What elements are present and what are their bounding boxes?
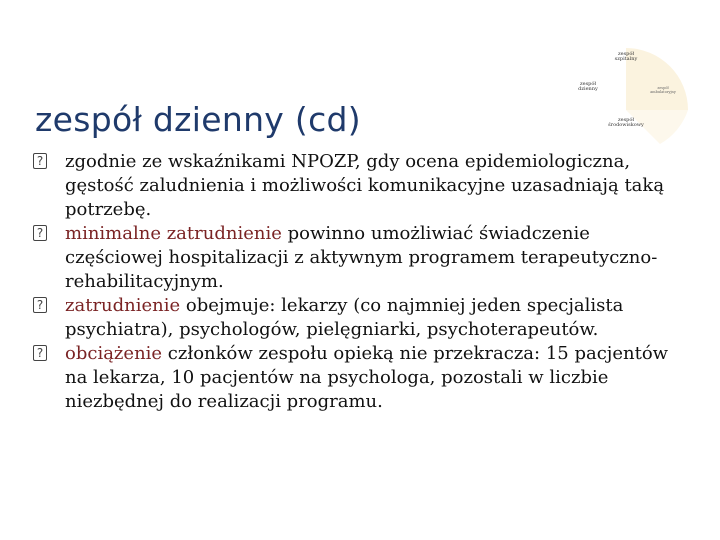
bullet-item <box>33 342 673 414</box>
diagram-label-hospital-team: zespół szpitalny <box>614 51 638 63</box>
bullet-text: powinno umożliwiać świadczenie częściowej hospitalizacji z aktywnym programem terapeutyczno-rehabilitacyjnym. <box>65 223 658 292</box>
missing-glyph-box-icon: ? <box>33 153 47 169</box>
missing-glyph-box-icon: ? <box>33 225 47 241</box>
bullet-list <box>33 150 673 414</box>
bullet-item <box>33 222 673 294</box>
slide-title: zespół dzienny (cd) <box>35 100 361 139</box>
missing-glyph-box-icon: ? <box>33 297 47 313</box>
bullet-text: zgodnie ze wskaźnikami NPOZP, gdy ocena epidemiologiczna, gęstość zaludnienia i możliwości komunikacyjne uzasadniają taką potrzebę. <box>65 151 665 220</box>
bullet-highlight: obciążenie <box>65 343 163 364</box>
diagram-label-outpatient-team: zespół ambulatoryjny <box>650 86 676 94</box>
bullet-text: obejmuje: lekarzy (co najmniej jeden specjalista psychiatra), psychologów, pielęgniarki, psychoterapeutów. <box>65 295 624 340</box>
bullet-highlight: minimalne zatrudnienie <box>65 223 282 244</box>
diagram-label-community-team: zespół środowiskowy <box>608 117 644 129</box>
bullet-item <box>33 294 673 342</box>
bullet-highlight: zatrudnienie <box>65 295 181 316</box>
team-diagram <box>560 40 720 150</box>
diagram-label-day-team: zespół dzienny <box>578 81 598 93</box>
bullet-item <box>33 150 673 222</box>
bullet-text: członków zespołu opieką nie przekracza: 15 pacjentów na lekarza, 10 pacjentów na psychologa, pozostali w liczbie niezbędnej do realizacji programu. <box>65 343 669 412</box>
missing-glyph-box-icon: ? <box>33 345 47 361</box>
